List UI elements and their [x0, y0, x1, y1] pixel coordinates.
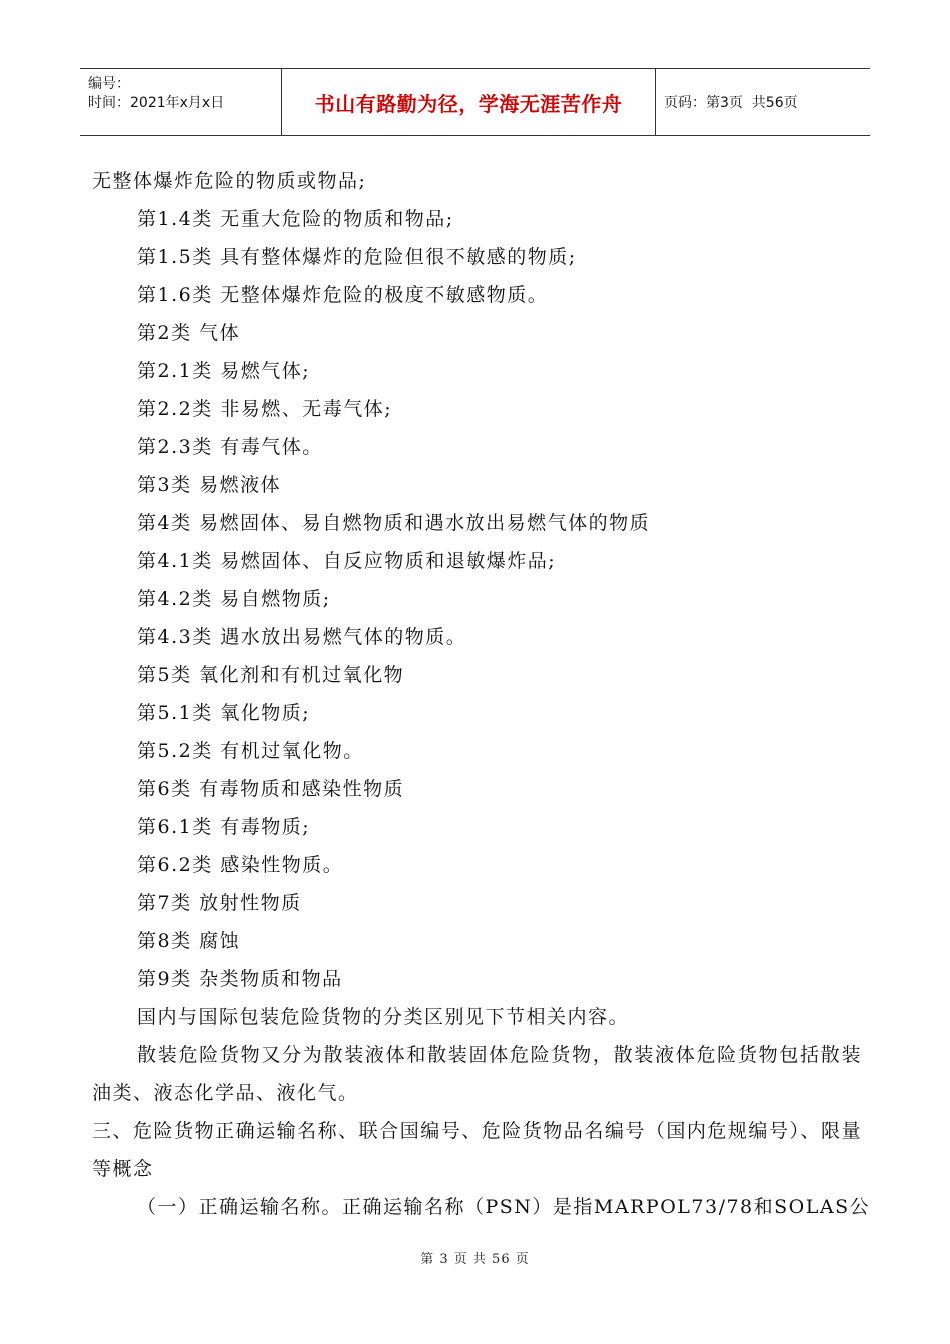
body-line: 第7类 放射性物质: [137, 892, 302, 914]
body-line: 第4.2类 易自燃物质;: [137, 588, 331, 610]
header-meta: [80, 69, 282, 135]
paragraph-bulk-cargo: 散装危险货物又分为散装液体和散装固体危险货物，散装液体危险货物包括散装油类、液态化学品、液化气。: [92, 1044, 862, 1104]
page-footer: 第 3 页 共 56 页: [420, 1252, 530, 1267]
body-line: 第8类 腐蚀: [137, 930, 241, 952]
page-number-label: 页码：第3页 共56页: [664, 95, 798, 111]
body-line: 第1.6类 无整体爆炸危险的极度不敏感物质。: [137, 284, 549, 306]
body-line: 第2.1类 易燃气体;: [137, 360, 311, 382]
paragraph-psn: （一）正确运输名称。正确运输名称（PSN）是指MARPOL73/78和SOLAS公: [137, 1196, 871, 1218]
body-line: 第4类 易燃固体、易自燃物质和遇水放出易燃气体的物质: [137, 512, 651, 534]
body-line: 第6.2类 感染性物质。: [137, 854, 344, 876]
document-body: [92, 162, 871, 1226]
body-line: 第4.1类 易燃固体、自反应物质和退敏爆炸品;: [137, 550, 557, 572]
body-line: 第2.2类 非易燃、无毒气体;: [137, 398, 393, 420]
body-line: 第4.3类 遇水放出易燃气体的物质。: [137, 626, 467, 648]
body-line: 第5类 氧化剂和有机过氧化物: [137, 664, 405, 686]
body-line: 第2类 气体: [137, 322, 241, 344]
header-page-info: [656, 69, 870, 135]
page-header: [80, 68, 870, 136]
body-line: 第5.2类 有机过氧化物。: [137, 740, 364, 762]
body-line: 第9类 杂类物质和物品: [137, 968, 343, 990]
section-three-heading: 三、危险货物正确运输名称、联合国编号、危险货物品名编号（国内危规编号）、限量等概念: [92, 1120, 862, 1180]
body-line: 第5.1类 氧化物质;: [137, 702, 311, 724]
body-line: 国内与国际包装危险货物的分类区别见下节相关内容。: [137, 1006, 630, 1028]
header-motto: 书山有路勤为径，学海无涯苦作舟: [282, 69, 656, 135]
document-time-label: 时间：2021年x月x日: [88, 95, 225, 111]
body-line: 第1.4类 无重大危险的物质和物品;: [137, 208, 454, 230]
body-line: 第6类 有毒物质和感染性物质: [137, 778, 405, 800]
body-line: 第1.5类 具有整体爆炸的危险但很不敏感的物质;: [137, 246, 577, 268]
body-line: 第2.3类 有毒气体。: [137, 436, 323, 458]
body-line: 无整体爆炸危险的物质或物品;: [92, 170, 367, 192]
document-number-label: 编号：: [88, 76, 130, 92]
body-line: 第3类 易燃液体: [137, 474, 282, 496]
body-line: 第6.1类 有毒物质;: [137, 816, 311, 838]
